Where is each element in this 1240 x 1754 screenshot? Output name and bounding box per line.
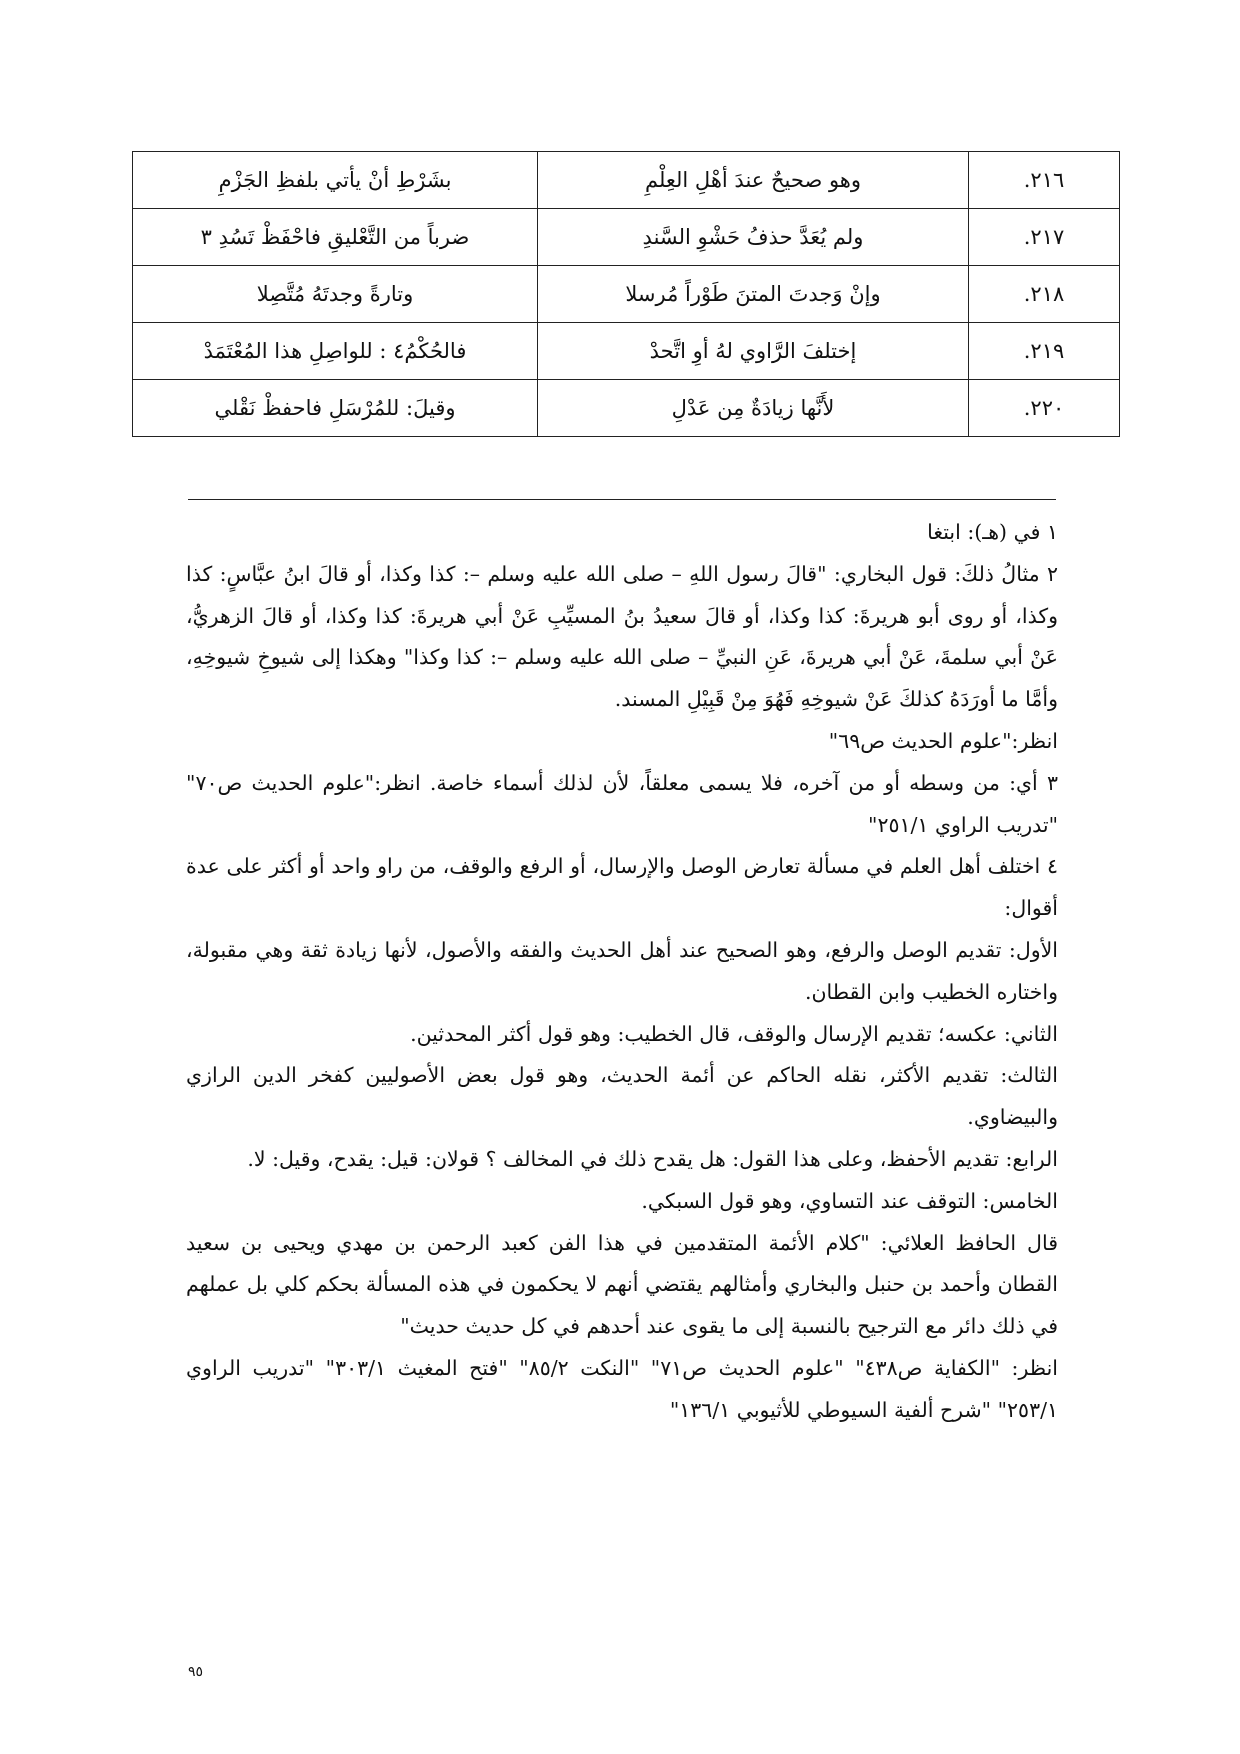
footnote-2-reference: انظر:"علوم الحديث ص٦٩" xyxy=(828,728,1058,753)
footnotes xyxy=(186,512,1058,1432)
verse-row xyxy=(133,323,1120,380)
verse-second-hemistich: وتارةً وجدتَهُ مُتَّصِلا xyxy=(133,266,538,323)
verse-first-hemistich: وهو صحيحٌ عندَ أهْلِ العِلْمِ xyxy=(538,152,969,209)
footnote-3: ٣ أي: من وسطه أو من آخره، فلا يسمى معلقاً، لأن لذلك أسماء خاصة. انظر:"علوم الحديث ص٧٠" "تدريب الراوي ٢٥١/١" xyxy=(186,770,1058,837)
footnote-4-second-opinion: الثاني: عكسه؛ تقديم الإرسال والوقف، قال الخطيب: وهو قول أكثر المحدثين. xyxy=(410,1021,1058,1046)
verse-first-hemistich: إختلفَ الرَّاوي لهُ أوِ اتَّحدْ xyxy=(538,323,969,380)
verse-number: ٢٢٠. xyxy=(969,380,1120,437)
footnote-4-first-opinion: الأول: تقديم الوصل والرفع، وهو الصحيح عند أهل الحديث والفقه والأصول، لأنها زيادة ثقة وهي مقبولة، واختاره الخطيب وابن القطان. xyxy=(186,937,1058,1004)
footnote-1: ١ في (هـ): ابتغا xyxy=(927,520,1058,544)
footnote-2: ٢ مثالُ ذلكَ: قول البخاري: "قالَ رسول اللهِ – صلى الله عليه وسلم –: كذا وكذا، أو قالَ ابنُ عبَّاسٍ: كذا وكذا، أو روى أبو هريرةَ: كذا وكذا، أو قالَ سعيدُ بنُ المسيِّبِ عَنْ أبي هريرةَ: كذا وكذا، أو قالَ الزهريُّ، عَنْ أبي سلمةَ، عَنْ أبي هريرةَ، عَنِ النبيِّ – صلى الله عليه وسلم –: كذا وكذا" وهكذا إلى شيوخِ شيوخِهِ، وأمَّا ما أورَدَهُ كذلكَ عَنْ شيوخِهِ فَهُوَ مِنْ قَبِيْلِ المسند. xyxy=(186,561,1058,712)
verse-number: ٢١٨. xyxy=(969,266,1120,323)
verse-row xyxy=(133,380,1120,437)
footnote-separator xyxy=(188,499,1056,500)
verse-row xyxy=(133,266,1120,323)
verse-second-hemistich: ضرباً من التَّعْليقِ فاحْفَظْ تَسُدِ ٣ xyxy=(133,209,538,266)
footnote-4-third-opinion: الثالث: تقديم الأكثر، نقله الحاكم عن أئمة الحديث، وهو قول بعض الأصوليين كفخر الدين الرازي والبيضاوي. xyxy=(186,1063,1058,1130)
verse-second-hemistich: فالحُكْمُ٤ : للواصِلِ هذا المُعْتَمَدْ xyxy=(133,323,538,380)
verse-first-hemistich: وإنْ وَجدتَ المتنَ طَوْراً مُرسلا xyxy=(538,266,969,323)
footnote-4-fourth-opinion: الرابع: تقديم الأحفظ، وعلى هذا القول: هل يقدح ذلك في المخالف ؟ قولان: قيل: يقدح، وقيل: لا. xyxy=(247,1146,1058,1171)
footnote-4: ٤ اختلف أهل العلم في مسألة تعارض الوصل والإرسال، أو الرفع والوقف، من راو واحد أو أكثر على عدة أقوال: xyxy=(186,854,1058,921)
footnote-4-references: انظر: "الكفاية ص٤٣٨" "علوم الحديث ص٧١" "النكت ٨٥/٢" "فتح المغيث ٣٠٣/١" "تدريب الراوي ٢٥٣/١" "شرح ألفية السيوطي للأثيوبي ١٣٦/١" xyxy=(186,1355,1058,1422)
verses-table xyxy=(132,151,1120,437)
verse-first-hemistich: لأَنَّها زيادَةٌ مِن عَدْلِ xyxy=(538,380,969,437)
verse-first-hemistich: ولم يُعَدَّ حذفُ حَشْوِ السَّندِ xyxy=(538,209,969,266)
verse-number: ٢١٩. xyxy=(969,323,1120,380)
verse-row xyxy=(133,209,1120,266)
page-number: ٩٥ xyxy=(188,1664,204,1680)
verse-number: ٢١٦. xyxy=(969,152,1120,209)
verse-second-hemistich: بشَرْطِ أنْ يأتي بلفظِ الجَزْمِ xyxy=(133,152,538,209)
verse-second-hemistich: وقيلَ: للمُرْسَلِ فاحفظْ نَقْلي xyxy=(133,380,538,437)
footnote-4-alalai-quote: قال الحافظ العلائي: "كلام الأئمة المتقدمين في هذا الفن كعبد الرحمن بن مهدي ويحيى بن سعيد القطان وأحمد بن حنبل والبخاري وأمثالهم يقتضي أنهم لا يحكمون في هذه المسألة بحكم كلي بل عملهم في ذلك دائر مع الترجيح بالنسبة إلى ما يقوى عند أحدهم في كل حديث حديث" xyxy=(186,1230,1058,1339)
verse-number: ٢١٧. xyxy=(969,209,1120,266)
verse-row xyxy=(133,152,1120,209)
footnote-4-fifth-opinion: الخامس: التوقف عند التساوي، وهو قول السبكي. xyxy=(641,1188,1058,1213)
